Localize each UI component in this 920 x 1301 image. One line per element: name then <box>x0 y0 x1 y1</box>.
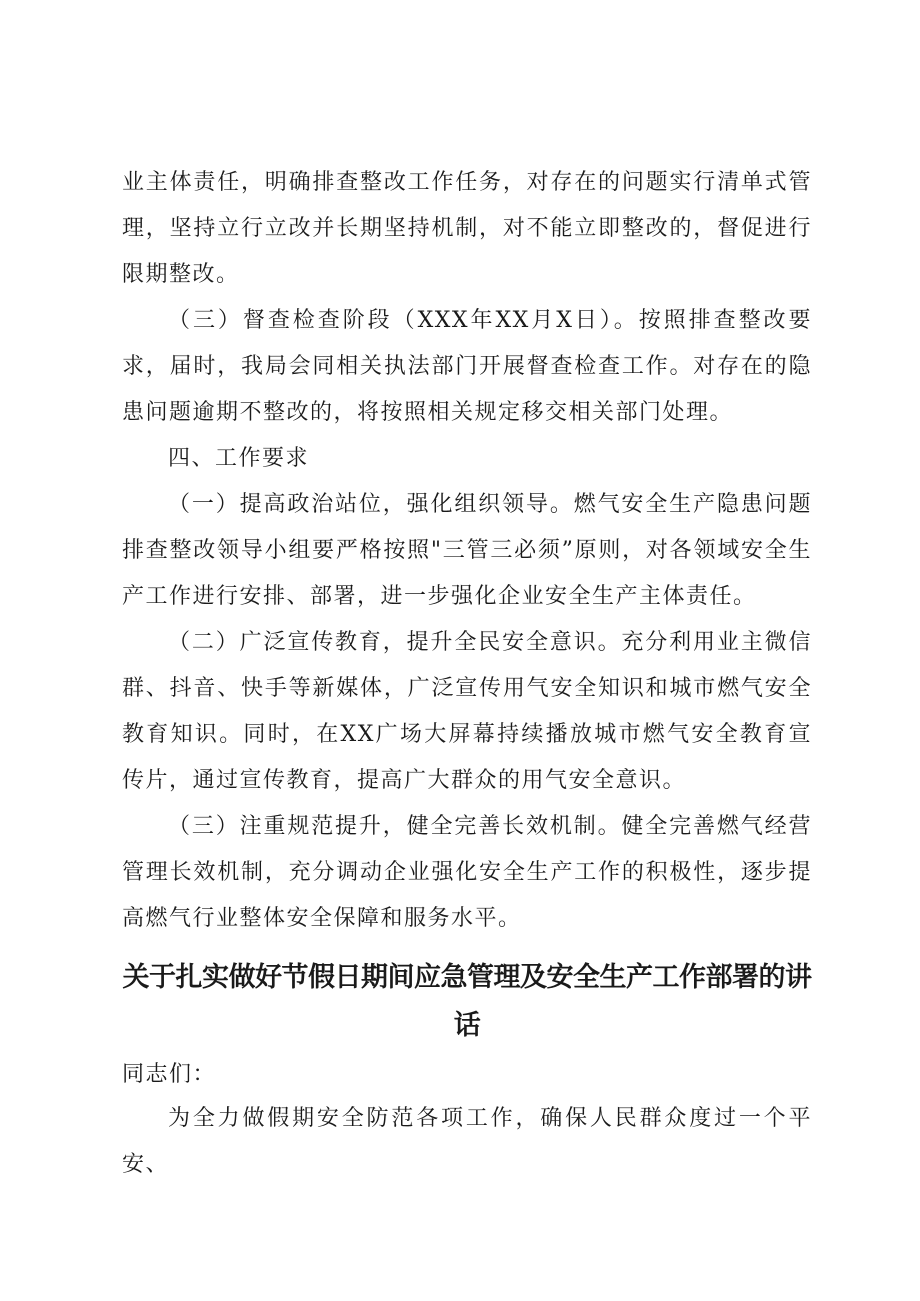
salutation: 同志们： <box>122 1062 217 1087</box>
paragraph-requirement-2: （二）广泛宣传教育，提升全民安全意识。充分利用业主微信群、抖音、快手等新媒体，广泛宣传用气安全知识和城市燃气安全教育知识。同时，在XX广场大屏幕持续播放城市燃气安全教育宣传片，通过宣传教育，提高广大群众的用气安全意识。 <box>122 630 812 793</box>
paragraph-requirement-3: （三）注重规范提升，健全完善长效机制。健全完善燃气经营管理长效机制，充分调动企业强化安全生产工作的积极性，逐步提高燃气行业整体安全保障和服务水平。 <box>122 814 812 931</box>
paragraph-supervision-stage: （三）督查检查阶段（XXX年XX月X日）。按照排查整改要求，届时，我局会同相关执法部门开展督查检查工作。对存在的隐患问题逾期不整改的，将按照相关规定移交相关部门处理。 <box>122 308 812 425</box>
paragraph-opening: 为全力做假期安全防范各项工作，确保人民群众度过一个平安、 <box>122 1106 812 1177</box>
speech-title: 关于扎实做好节假日期间应急管理及安全生产工作部署的讲话 <box>122 962 812 1041</box>
paragraph-requirement-1: （一）提高政治站位，强化组织领导。燃气安全生产隐患问题排查整改领导小组要严格按照"三管三必须”原则，对各领域安全生产工作进行安排、部署，进一步强化企业安全生产主体责任。 <box>122 492 812 609</box>
section-heading-work-requirements: 四、工作要求 <box>168 446 310 471</box>
paragraph-continuation: 业主体责任，明确排查整改工作任务，对存在的问题实行清单式管理，坚持立行立改并长期坚持机制，对不能立即整改的，督促进行限期整改。 <box>122 170 812 287</box>
